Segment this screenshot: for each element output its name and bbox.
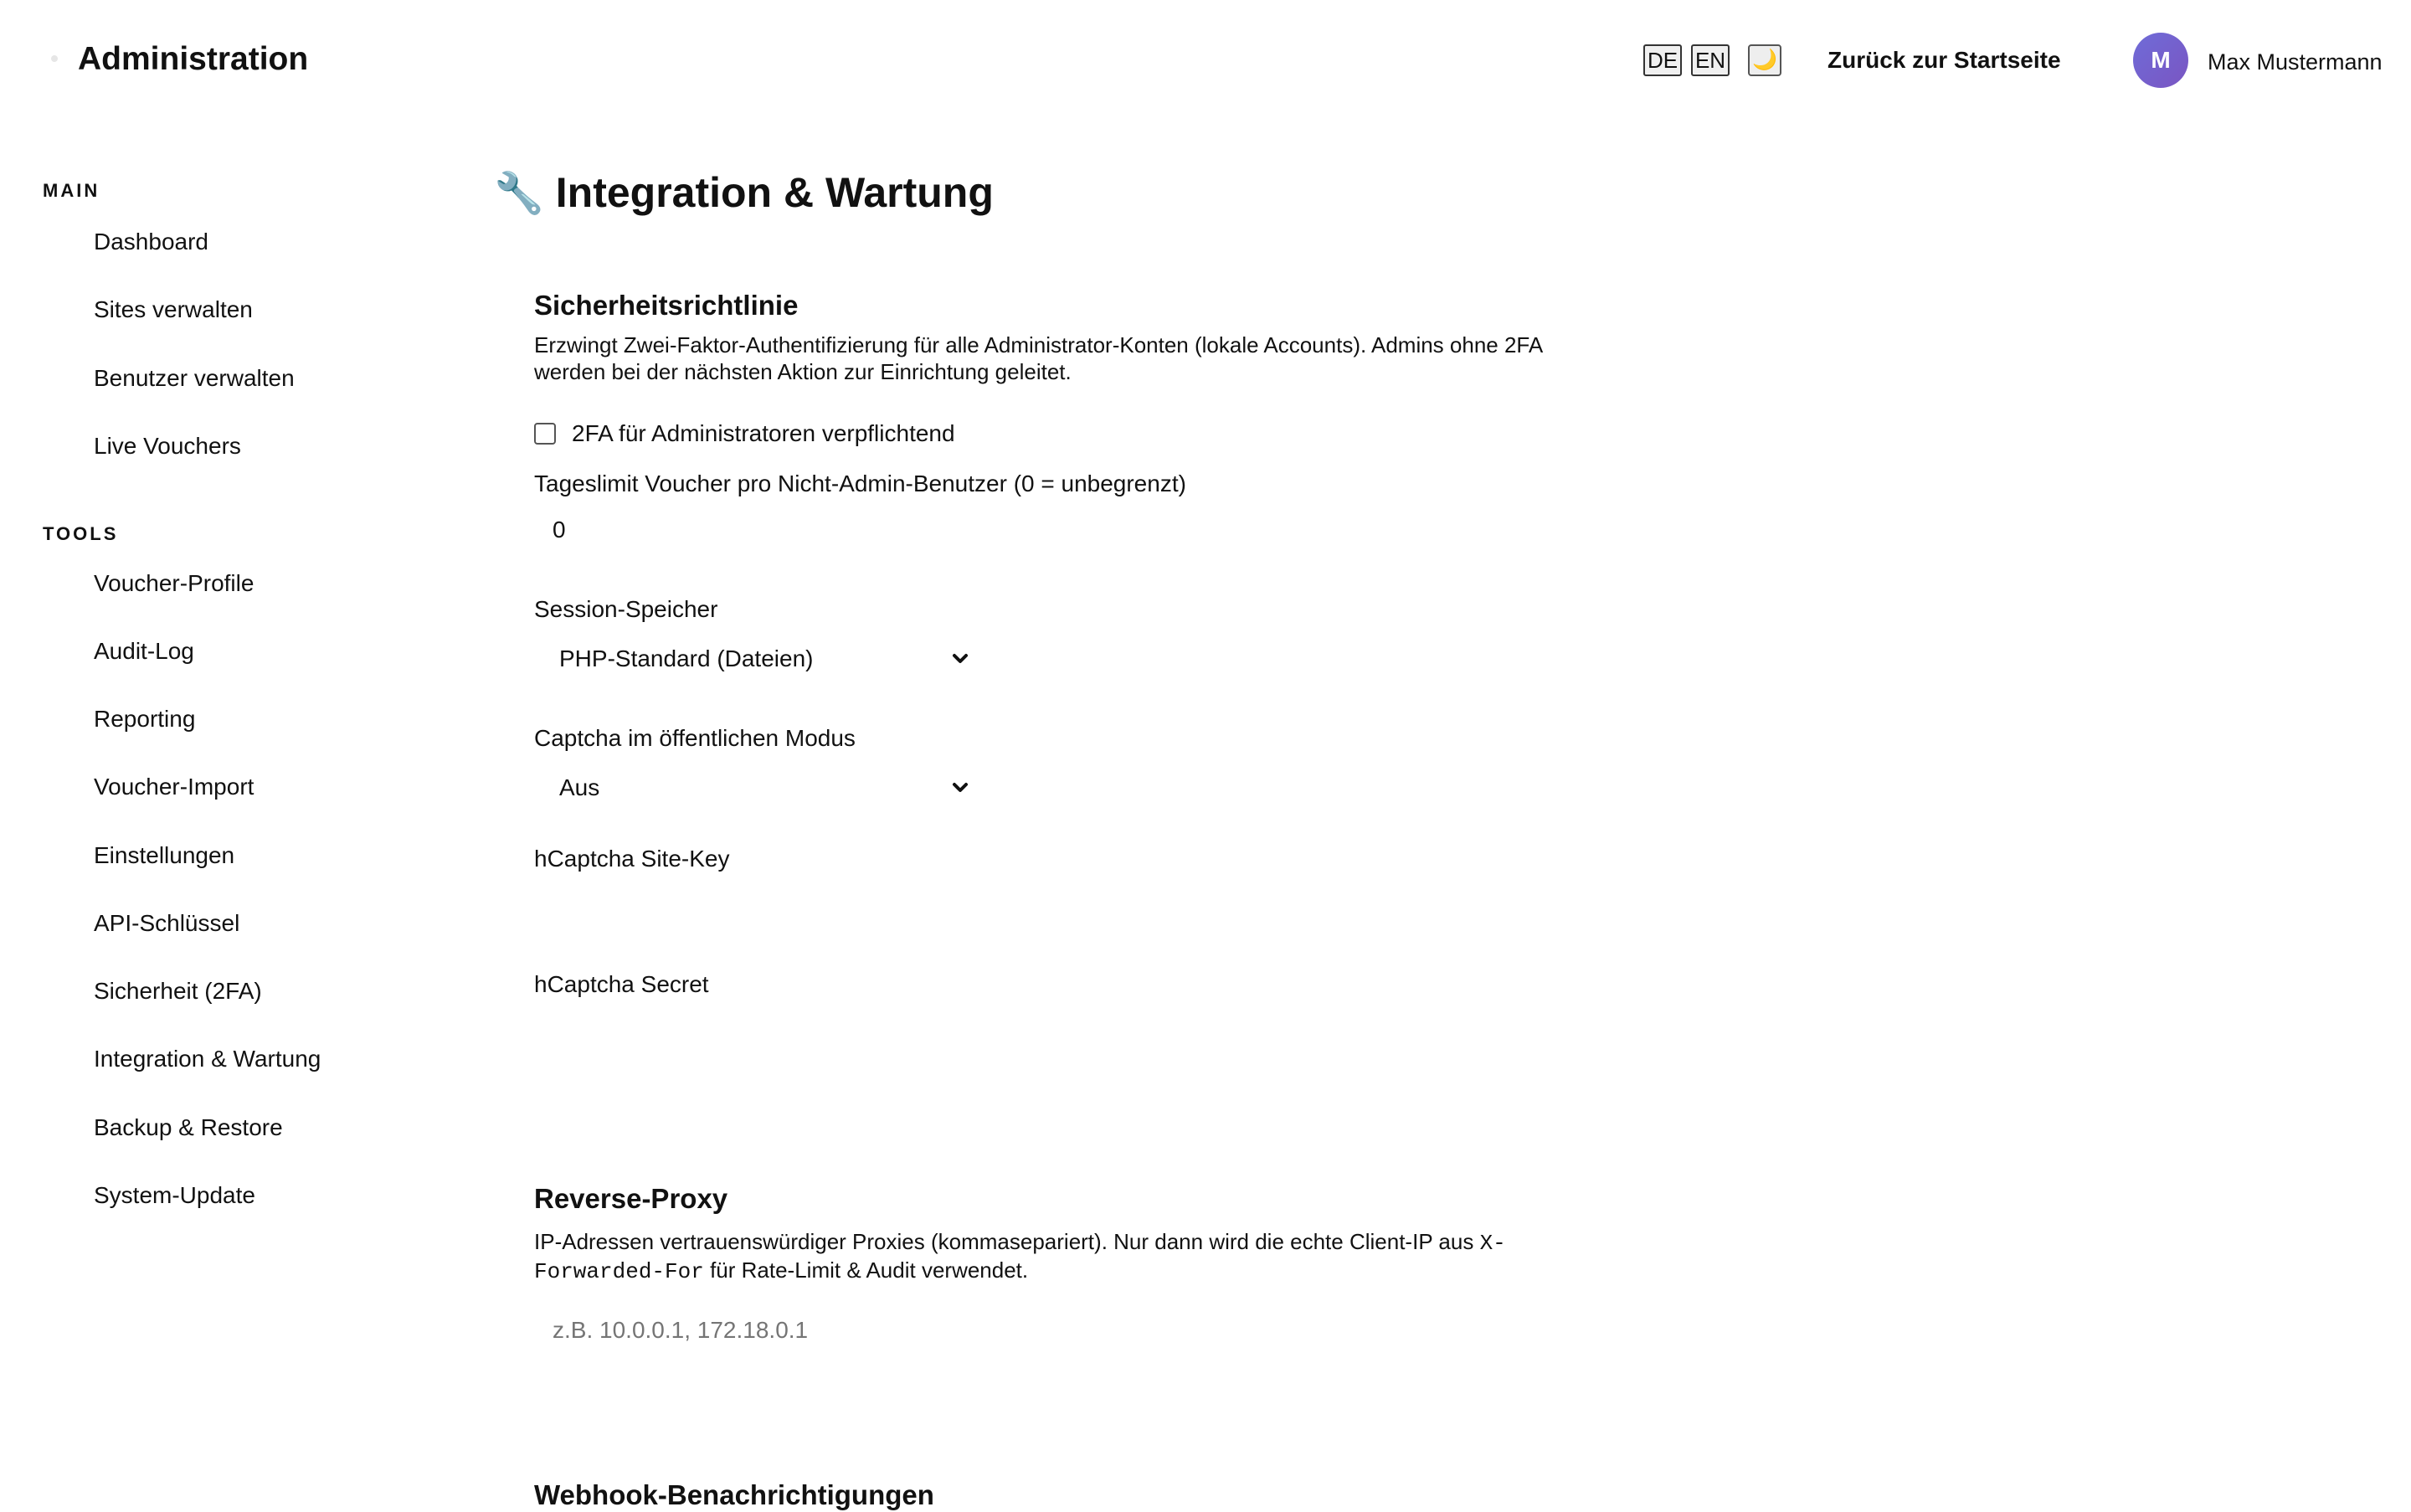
user-name[interactable]: Max Mustermann [2208, 49, 2383, 75]
captcha-mode-select[interactable] [534, 764, 969, 812]
sidebar-section-main: MAIN [43, 180, 100, 201]
enforce-2fa-checkbox[interactable] [534, 423, 556, 445]
sidebar-item-voucher-import[interactable]: Voucher-Import [94, 774, 254, 800]
language-de-button[interactable]: DE [1643, 44, 1682, 76]
security-policy-heading: Sicherheitsrichtlinie [534, 290, 799, 321]
sidebar-item-integration[interactable]: Integration & Wartung [94, 1046, 321, 1072]
hcaptcha-sitekey-input[interactable] [534, 883, 1036, 932]
sidebar [0, 119, 469, 1507]
captcha-mode-value: Aus [559, 774, 600, 800]
sidebar-item-reporting[interactable]: Reporting [94, 706, 196, 732]
page-title-text: Integration & Wartung [555, 169, 994, 216]
chevron-down-icon [951, 779, 969, 797]
back-to-home-link[interactable]: Zurück zur Startseite [1828, 47, 2061, 73]
voucher-limit-input[interactable] [534, 506, 1036, 554]
top-header [0, 0, 2411, 119]
webhook-heading: Webhook-Benachrichtigungen [534, 1479, 934, 1510]
sidebar-item-voucher-profiles[interactable]: Voucher-Profile [94, 570, 254, 596]
sidebar-item-users[interactable]: Benutzer verwalten [94, 365, 295, 391]
security-policy-description: Erzwingt Zwei-Faktor-Authentifizierung für alle Administrator-Konten (lokale Accounts). Admins ohne 2FA werden bei der nächsten Aktion zur Einrichtung geleitet. [534, 332, 1542, 384]
wrench-icon: 🔧 [494, 172, 544, 216]
language-en-button[interactable]: EN [1691, 44, 1730, 76]
sidebar-item-live-vouchers[interactable]: Live Vouchers [94, 433, 241, 459]
app-title: Administration [78, 41, 309, 77]
hcaptcha-secret-input[interactable] [534, 1009, 1036, 1057]
hcaptcha-secret-label: hCaptcha Secret [534, 971, 709, 997]
session-storage-label: Session-Speicher [534, 596, 718, 622]
reverse-proxy-description: IP-Adressen vertrauenswürdiger Proxies (kommasepariert). Nur dann wird die echte Client-IP aus X-Forwarded-For für Rate-Limit & Audit verwendet. [534, 1229, 1506, 1284]
trusted-proxies-input[interactable] [534, 1306, 1036, 1355]
header-code: X-Forwarded-For [534, 1231, 1506, 1284]
reverse-proxy-heading: Reverse-Proxy [534, 1183, 728, 1214]
voucher-limit-label: Tageslimit Voucher pro Nicht-Admin-Benutzer (0 = unbegrenzt) [534, 471, 1186, 496]
hcaptcha-sitekey-label: hCaptcha Site-Key [534, 846, 730, 872]
sidebar-item-audit-log[interactable]: Audit-Log [94, 638, 194, 664]
session-storage-select[interactable] [534, 635, 969, 683]
sidebar-item-backup-restore[interactable]: Backup & Restore [94, 1114, 283, 1140]
enforce-2fa-label[interactable]: 2FA für Administratoren verpflichtend [572, 420, 955, 446]
dark-mode-toggle[interactable] [1748, 44, 1781, 76]
sidebar-item-api-keys[interactable]: API-Schlüssel [94, 910, 240, 936]
chevron-down-icon [951, 650, 969, 668]
moon-icon: 🌙 [1752, 49, 1777, 71]
sidebar-item-settings[interactable]: Einstellungen [94, 842, 235, 868]
sidebar-item-security-2fa[interactable]: Sicherheit (2FA) [94, 978, 262, 1004]
sidebar-item-dashboard[interactable]: Dashboard [94, 229, 208, 255]
logo-icon [51, 55, 58, 62]
page-title [494, 167, 994, 219]
main-content [469, 119, 2411, 1510]
session-storage-value: PHP-Standard (Dateien) [559, 645, 814, 671]
sidebar-item-sites[interactable]: Sites verwalten [94, 296, 253, 322]
avatar[interactable]: M [2133, 33, 2188, 88]
sidebar-item-system-update[interactable]: System-Update [94, 1182, 255, 1208]
captcha-mode-label: Captcha im öffentlichen Modus [534, 725, 856, 751]
sidebar-section-tools: TOOLS [43, 523, 119, 544]
